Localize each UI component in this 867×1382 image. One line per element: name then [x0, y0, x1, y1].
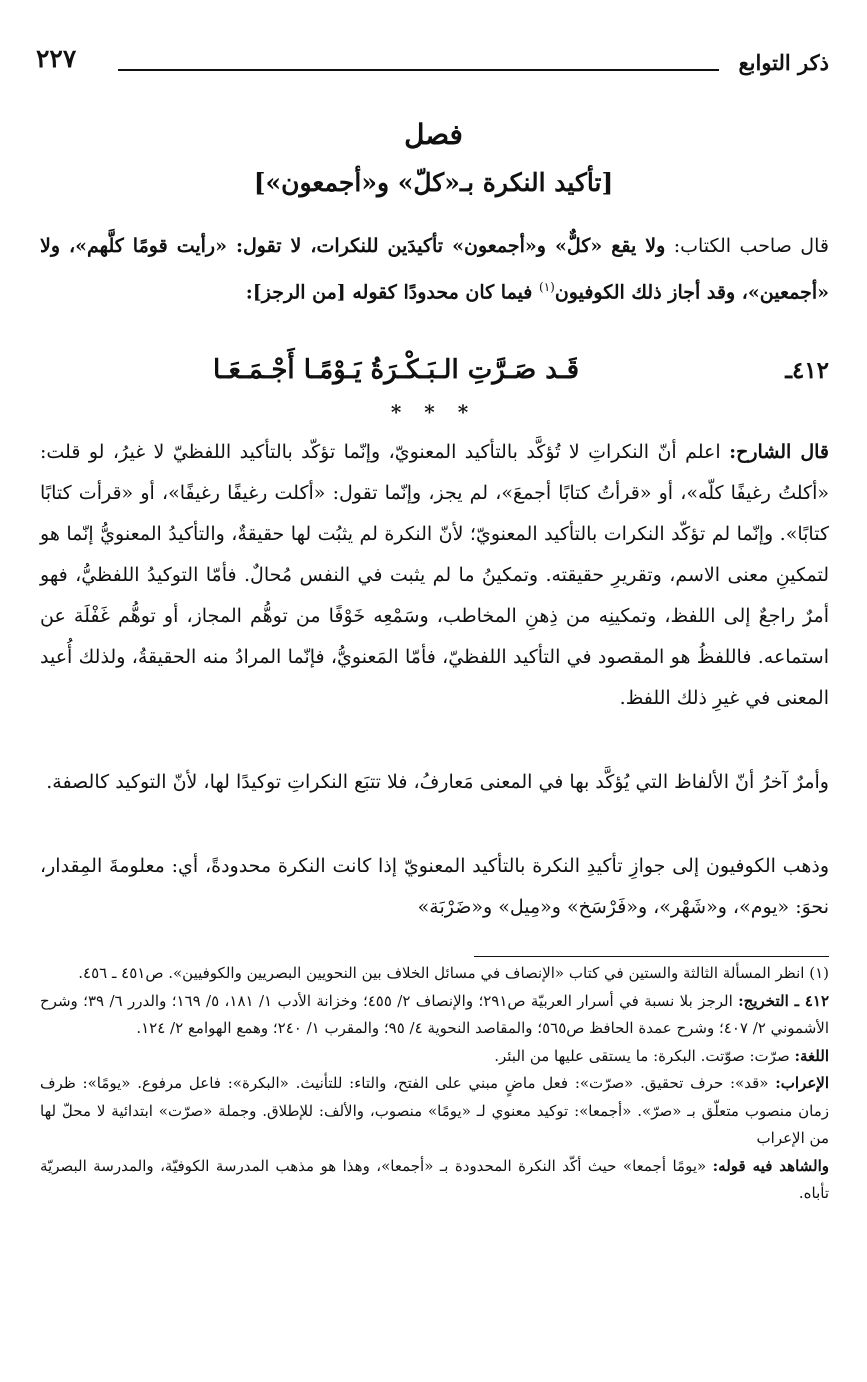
irab-label: الإعراب: — [775, 1074, 829, 1092]
intro-lead: قال صاحب الكتاب: — [665, 235, 829, 257]
footnote-takhrij — [40, 988, 829, 1043]
section-title: فصل — [404, 118, 463, 151]
intro-bold-text-2: فيما كان محدودًا كقوله — [352, 281, 540, 304]
takhrij-label: ٤١٢ ـ التخريج: — [738, 991, 830, 1010]
irab-text: «قد»: حرف تحقيق. «صرّت»: فعل ماضٍ مبني على الفتح، والتاء: للتأنيث. «البكرة»: فاعل مرفوع. «يومًا»: ظرف زمان منصوب متعلّق بـ «صرّ». «أجمعا»: توكيد معنوي لـ «يومًا» منصوب، والألف: للإطلاق. وجملة «صرّت» ابتدائية لا محلّ لها من الإعراب — [40, 1074, 829, 1147]
lugha-label: اللغة: — [794, 1046, 829, 1065]
footnote-marker: (١) — [539, 280, 555, 294]
footnote-1: (١) انظر المسألة الثالثة والستين في كتاب «الإنصاف في مسائل الخلاف بين النحويين البصريين والكوفيين». ص٤٥١ ـ ٤٥٦. — [78, 964, 829, 982]
commentary-body: اعلم أنّ النكراتِ لا تُؤكَّد بالتأكيد المعنويّ، وإنّما تؤكّد بالتأكيد اللفظيّ لا غيرُ، لو قلت: «أكلتُ رغيفًا كلّه»، أو «قرأتُ كتابًا أجمعَ»، لم يجز، وإنّما تقول: «أكلت رغيفًا رغيفًا»، أو «قرأت كتابًا كتابًا». وإنّما لم تؤكّد النكرات بالتأكيد المعنويّ؛ لأنّ النكرة لم يثبُت لها حقيقةٌ، والتأكيدُ المعنويُّ إنّما هو لتمكينِ معنى الاسم، وتقريرِ حقيقته. وتمكينُ ما لم يثبت في النفس مُحالٌ. فأمّا التوكيدُ اللفظيُّ، فهو أمرٌ راجعٌ إلى اللفظ، وتمكينِه من ذِهنِ المخاطب، وسَمْعِه خَوْفًا من توهُّم المجاز، أو توهُّم غَفْلَة عن استماعه. فاللفظُ هو المقصود في التأكيد اللفظيّ، فأمّا المَعنويُّ، فإنّما المرادُ منه الحقيقةُ، ولذلك أُعيد المعنى في غيرِ ذلك اللفظ. — [40, 441, 829, 709]
second-paragraph: وأمرٌ آخرُ أنّ الألفاظ التي يُؤكَّد بها في المعنى مَعارفُ، فلا تتبَع النكراتِ توكيدًا لها، لأنّ التوكيد كالصفة. — [46, 771, 829, 793]
verse-text: قَـد صَـرَّتِ الـبَـكْـرَةُ يَـوْمًـا أَجْـمَـعَـا — [213, 355, 579, 385]
commentary-paragraph — [40, 432, 829, 719]
intro-paragraph — [40, 226, 829, 313]
lugha-text: صرّت: صوّتت. البكرة: ما يستقى عليها من البئر. — [494, 1046, 795, 1065]
verse-line — [40, 355, 829, 395]
footnote-irab — [40, 1070, 829, 1153]
verse-number: ٤١٢ـ — [785, 357, 829, 384]
page-number: ٢٢٧ — [36, 44, 77, 73]
section-subtitle: [تأكيد النكرة بـ«كلّ» و«أجمعون»] — [253, 168, 614, 197]
shahid-label: والشاهد فيه قوله: — [712, 1156, 830, 1175]
takhrij-text: الرجز بلا نسبة في أسرار العربيّة ص٢٩١؛ والإنصاف ٢/ ٤٥٥؛ وخزانة الأدب ١/ ١٨١، ٥/ ١٦٩؛ والدرر ٦/ ٣٩؛ وشرح الأشموني ٢/ ٤٠٧؛ وشرح عمدة الحافظ ص٥٦٥؛ والمقاصد النحوية ٤/ ٩٥؛ والمقرب ١/ ٢٤٠؛ وهمع الهوامع ٢/ ١٢٤. — [40, 991, 829, 1037]
footnote-shahid — [40, 1153, 829, 1208]
footnote-lugha — [40, 1043, 829, 1071]
footnotes — [40, 960, 829, 1208]
intro-bold-text: ولا يقع «كلٌّ» و«أجمعون» تأكيدَين للنكرات، لا تقول: «رأيت قومًا كلَّهم»، ولا «أجمعين»، وقد أجاز ذلك الكوفيون — [40, 235, 829, 304]
third-paragraph: وذهب الكوفيون إلى جوازِ تأكيدِ النكرة بالتأكيد المعنويّ إذا كانت النكرة محدودةً، أي: معلومةَ المِقدار، نحوَ: «يوم»، و«شَهْر»، و«فَرْسَخ» و«مِيل» و«ضَرْبَة» — [40, 855, 829, 918]
footnote-rule — [474, 956, 829, 957]
intro-meter: [من الرجز]: — [245, 281, 353, 304]
header-rule — [118, 69, 719, 71]
running-header-title: ذكر التوابع — [738, 50, 829, 75]
asterism-separator: * * * — [390, 400, 477, 424]
commentary-lead: قال الشارح: — [729, 441, 829, 463]
shahid-text: «يومًا أجمعا» حيث أكّد النكرة المحدودة بـ «أجمعا»، وهذا هو مذهب المدرسة الكوفيّة، والمدرسة البصريّة تأباه. — [40, 1156, 829, 1202]
